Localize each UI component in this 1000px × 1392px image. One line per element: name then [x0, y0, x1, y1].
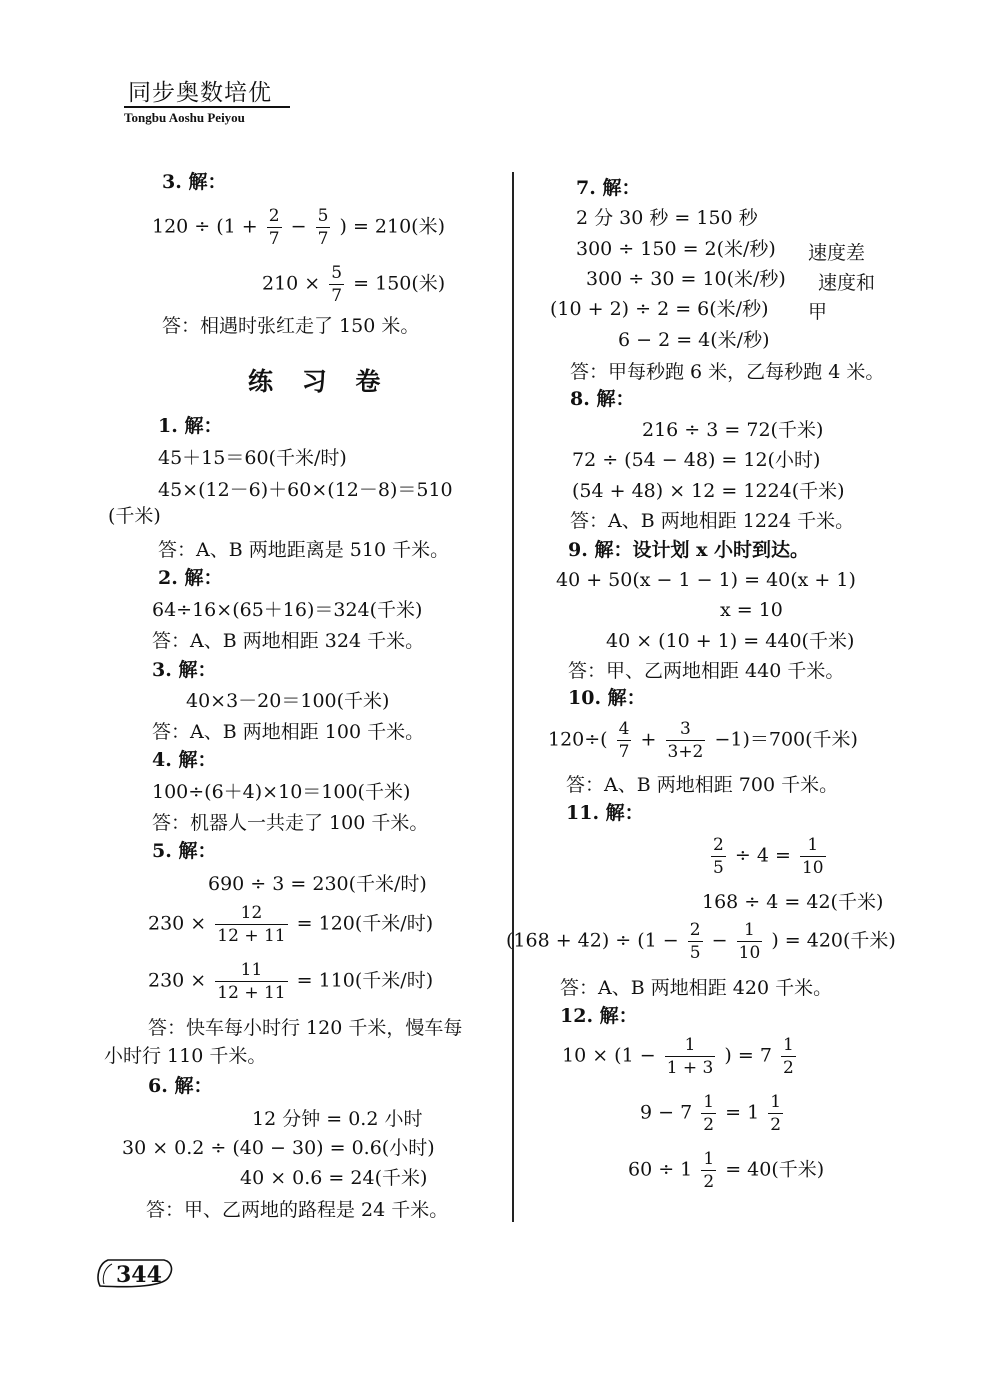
- equation-line: 690 ÷ 3 = 230(千米/时): [208, 873, 427, 895]
- equation-line: 45×(12－6)＋60×(12－8)＝510: [158, 479, 453, 501]
- answer-line: 小时行 110 千米。: [104, 1045, 267, 1067]
- answer-line: 答：甲、乙两地的路程是 24 千米。: [146, 1199, 449, 1221]
- equation-line: (54 + 48) × 12 = 1224(千米): [572, 480, 845, 502]
- problem-heading: 2. 解：: [158, 567, 223, 589]
- equation-line: 300 ÷ 150 = 2(米/秒): [576, 238, 776, 260]
- equation-line: 6 − 2 = 4(米/秒): [618, 329, 770, 351]
- answer-line: 答：A、B 两地相距 100 千米。: [152, 721, 425, 743]
- fraction: $\frac{4}{7}$: [618, 719, 630, 762]
- answer-line: 答：甲每秒跑 6 米，乙每秒跑 4 米。: [570, 361, 885, 383]
- equation-line: 216 ÷ 3 = 72(千米): [642, 419, 824, 441]
- problem-heading: 6. 解：: [148, 1075, 213, 1097]
- equation-line: 45＋15＝60(千米/时): [158, 447, 347, 469]
- problem-heading: 3. 解：: [162, 171, 227, 193]
- equation-line: 9 − 7 $\frac{1}{2}$ = 1 $\frac{1}{2}$: [640, 1092, 782, 1135]
- answer-line: 答：A、B 两地相距 324 千米。: [152, 630, 425, 652]
- answer-line: 答：机器人一共走了 100 千米。: [152, 812, 429, 834]
- equation-line: 168 ÷ 4 = 42(千米): [702, 891, 884, 913]
- equation-line: 120 ÷ (1 + $\frac{2}{7}$ − $\frac{5}{7}$ ) = 210(米): [152, 206, 446, 249]
- equation-line: 230 × $\frac{11}{12 + 11}$ = 110(千米/时): [148, 960, 434, 1003]
- problem-heading: 5. 解：: [152, 840, 217, 862]
- equation-line: 120÷( $\frac{4}{7}$ + $\frac{3}{3+2}$ −1)＝700(千米): [548, 719, 858, 762]
- problem-heading: 7. 解：: [576, 177, 641, 199]
- equation-line: 64÷16×(65＋16)＝324(千米): [152, 599, 423, 621]
- equation-line: 72 ÷ (54 − 48) = 12(小时): [572, 449, 821, 471]
- problem-heading: 4. 解：: [152, 749, 217, 771]
- equation-line: 10 × (1 − $\frac{1}{1 + 3}$ ) = 7 $\frac{1}{2}$: [562, 1035, 794, 1078]
- fraction: $\frac{1}{1 + 3}$: [666, 1035, 714, 1078]
- fraction: $\frac{2}{7}$: [268, 206, 280, 249]
- equation-line: 30 × 0.2 ÷ (40 − 30) = 0.6(小时): [122, 1137, 435, 1159]
- equation-line: 12 分钟 = 0.2 小时: [252, 1108, 423, 1130]
- fraction: $\frac{12}{12 + 11}$: [217, 903, 286, 946]
- fraction: $\frac{5}{7}$: [317, 206, 329, 249]
- equation-line: (千米): [108, 505, 161, 527]
- problem-heading: 8. 解：: [570, 388, 635, 410]
- answer-line: 答：甲、乙两地相距 440 千米。: [568, 660, 845, 682]
- answer-line: 答：A、B 两地相距 420 千米。: [560, 977, 833, 999]
- equation-line: 40 + 50(x − 1 − 1) = 40(x + 1): [556, 569, 856, 591]
- equation-line: 2 分 30 秒 = 150 秒: [576, 207, 758, 229]
- fraction: $\frac{1}{2}$: [703, 1149, 715, 1192]
- answer-line: 答：A、B 两地距离是 510 千米。: [158, 539, 450, 561]
- problem-heading: 11. 解：: [566, 802, 644, 824]
- answer-line: 答：相遇时张红走了 150 米。: [162, 315, 420, 337]
- book-title-chinese: 同步奥数培优: [128, 80, 272, 106]
- equation-line: (10 + 2) ÷ 2 = 6(米/秒): [550, 298, 769, 320]
- fraction: $\frac{1}{10}$: [801, 835, 824, 878]
- problem-heading: 9. 解：设计划 x 小时到达。: [568, 539, 810, 561]
- equation-line: $\frac{2}{5}$ ÷ 4 = $\frac{1}{10}$: [713, 835, 824, 878]
- fraction: $\frac{1}{2}$: [782, 1035, 794, 1078]
- equation-line: 40×3－20＝100(千米): [186, 690, 390, 712]
- fraction: $\frac{2}{5}$: [713, 835, 724, 878]
- fraction: $\frac{11}{12 + 11}$: [217, 960, 286, 1003]
- fraction: $\frac{3}{3+2}$: [667, 719, 704, 762]
- annotation-note: 甲: [808, 301, 828, 323]
- fraction: $\frac{5}{7}$: [331, 263, 343, 306]
- equation-line: x = 10: [720, 599, 783, 621]
- equation-line: 40 × (10 + 1) = 440(千米): [606, 630, 855, 652]
- problem-heading: 1. 解：: [158, 415, 223, 437]
- annotation-note: 速度和: [818, 272, 876, 294]
- equation-line: 230 × $\frac{12}{12 + 11}$ = 120(千米/时): [148, 903, 434, 946]
- equation-line: (168 + 42) ÷ (1 − $\frac{2}{5}$ − $\frac{1}{10}$ ) = 420(千米): [506, 920, 896, 963]
- equation-line: 210 × $\frac{5}{7}$ = 150(米): [262, 263, 446, 306]
- page-number: 344: [116, 1262, 162, 1288]
- column-divider: [512, 172, 514, 1222]
- answer-line: 答：A、B 两地相距 1224 千米。: [570, 510, 855, 532]
- equation-line: 100÷(6＋4)×10＝100(千米): [152, 781, 411, 803]
- equation-line: 300 ÷ 30 = 10(米/秒): [586, 268, 786, 290]
- fraction: $\frac{2}{5}$: [689, 920, 701, 963]
- fraction: $\frac{1}{10}$: [738, 920, 761, 963]
- book-title-pinyin: Tongbu Aoshu Peiyou: [124, 110, 245, 125]
- section-title: 练 习 卷: [248, 367, 391, 396]
- problem-heading: 12. 解：: [560, 1005, 638, 1027]
- equation-line: 60 ÷ 1 $\frac{1}{2}$ = 40(千米): [628, 1149, 825, 1192]
- fraction: $\frac{1}{2}$: [703, 1092, 715, 1135]
- answer-line: 答：快车每小时行 120 千米，慢车每: [148, 1017, 463, 1039]
- problem-heading: 3. 解：: [152, 659, 217, 681]
- equation-line: 40 × 0.6 = 24(千米): [240, 1167, 428, 1189]
- fraction: $\frac{1}{2}$: [770, 1092, 782, 1135]
- header-rule: [124, 106, 290, 108]
- annotation-note: 速度差: [808, 242, 866, 264]
- problem-heading: 10. 解：: [568, 687, 646, 709]
- answer-line: 答：A、B 两地相距 700 千米。: [566, 774, 839, 796]
